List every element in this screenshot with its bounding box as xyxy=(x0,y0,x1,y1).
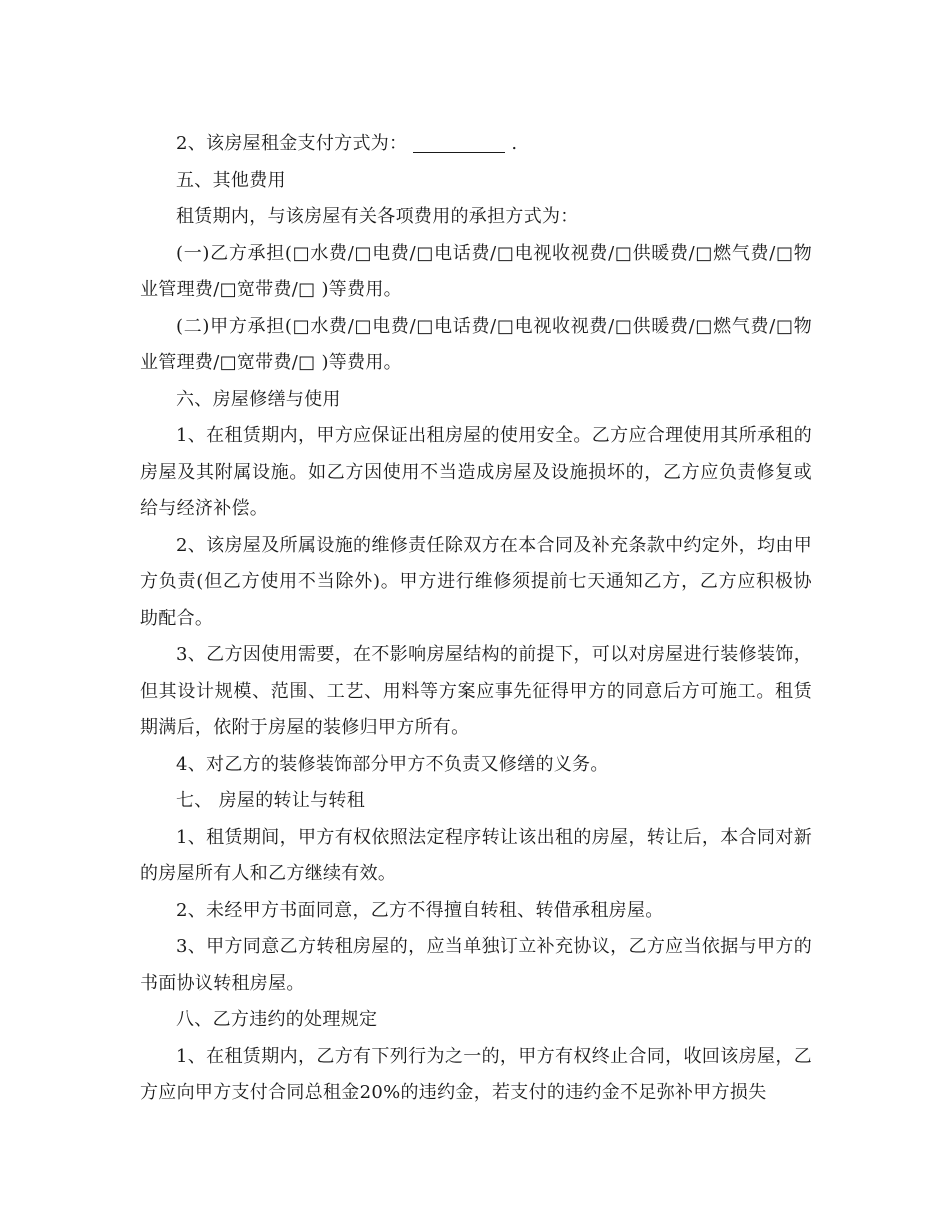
paragraph-transfer-1: 1、租赁期间，甲方有权依照法定程序转让该出租的房屋，转让后，本合同对新的房屋所有人和乙方继续有效。 xyxy=(140,826,812,884)
paragraph-fees-tenant: (一)乙方承担(□水费/□电费/□电话费/□电视收视费/□供暖费/□燃气费/□物业管理费/□宽带费/□ )等费用。 xyxy=(140,242,812,300)
paragraph-transfer-3: 3、甲方同意乙方转租房屋的，应当单独订立补充协议，乙方应当依据与甲方的书面协议转租房屋。 xyxy=(140,936,812,994)
section-heading-6: 六、房屋修缮与使用 xyxy=(176,388,341,410)
paragraph-repair-4: 4、对乙方的装修装饰部分甲方不负责又修缮的义务。 xyxy=(176,753,609,775)
paragraph-fees-landlord: (二)甲方承担(□水费/□电费/□电话费/□电视收视费/□供暖费/□燃气费/□物业管理费/□宽带费/□ )等费用。 xyxy=(140,315,812,373)
section-heading-5: 五、其他费用 xyxy=(176,169,286,191)
document-page xyxy=(140,126,812,1112)
paragraph-transfer-2: 2、未经甲方书面同意，乙方不得擅自转租、转借承租房屋。 xyxy=(176,899,664,921)
payment-method-line xyxy=(140,126,812,163)
payment-method-blank[interactable] xyxy=(413,134,505,153)
payment-method-end: . xyxy=(511,133,518,154)
payment-method-label: 2、该房屋租金支付方式为： xyxy=(176,133,408,154)
paragraph-repair-2: 2、该房屋及所属设施的维修责任除双方在本合同及补充条款中约定外，均由甲方负责(但乙方使用不当除外)。甲方进行维修须提前七天通知乙方，乙方应积极协助配合。 xyxy=(140,534,812,629)
paragraph-repair-3: 3、乙方因使用需要，在不影响房屋结构的前提下，可以对房屋进行装修装饰，但其设计规模、范围、工艺、用料等方案应事先征得甲方的同意后方可施工。租赁期满后，依附于房屋的装修归甲方所有。 xyxy=(140,644,812,738)
section-heading-7: 七、 房屋的转让与转租 xyxy=(176,790,366,811)
paragraph-repair-1: 1、在租赁期内，甲方应保证出租房屋的使用安全。乙方应合理使用其所承租的房屋及其附属设施。如乙方因使用不当造成房屋及设施损坏的，乙方应负责修复或给与经济补偿。 xyxy=(140,425,812,519)
paragraph-fees-intro: 租赁期内，与该房屋有关各项费用的承担方式为： xyxy=(176,206,579,227)
section-heading-8: 八、乙方违约的处理规定 xyxy=(176,1009,378,1030)
paragraph-breach-1: 1、在租赁期内，乙方有下列行为之一的，甲方有权终止合同，收回该房屋，乙方应向甲方支付合同总租金20%的违约金，若支付的违约金不足弥补甲方损失 xyxy=(140,1045,812,1103)
